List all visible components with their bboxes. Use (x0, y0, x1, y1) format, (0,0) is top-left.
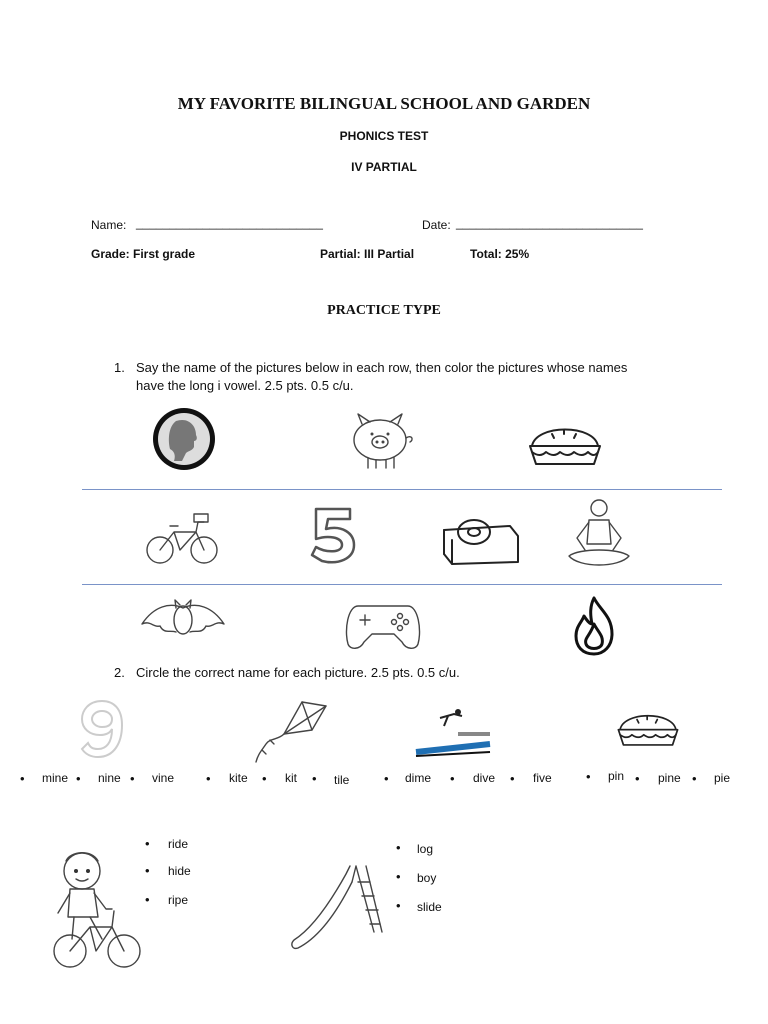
bat-picture (140, 598, 226, 644)
option-log[interactable]: log (417, 842, 434, 856)
question2-number: 2. (114, 665, 125, 680)
partial-title: IV PARTIAL (351, 160, 417, 174)
option-kit[interactable]: kit (285, 771, 297, 785)
total-label: Total: 25% (470, 247, 530, 261)
option-five[interactable]: five (533, 771, 552, 785)
bullet: • (692, 771, 697, 786)
pie-picture-2 (614, 706, 682, 750)
date-label: Date: (422, 218, 451, 232)
boy-bike-picture (32, 843, 152, 973)
dime-picture (152, 407, 216, 471)
question1-line2: have the long i vowel. 2.5 pts. 0.5 c/u. (136, 378, 354, 393)
fire-picture (572, 596, 616, 656)
controller-picture (344, 600, 422, 652)
options-row (0, 771, 768, 791)
option-pin[interactable]: pin (608, 769, 625, 783)
bullet: • (76, 771, 81, 786)
partial-label: Partial: III Partial (320, 247, 415, 261)
option-pie[interactable]: pie (714, 771, 731, 785)
option-boy[interactable]: boy (417, 871, 437, 885)
bullet: • (396, 898, 401, 913)
tape-picture (438, 510, 522, 568)
question1-line1: Say the name of the pictures below in each row, then color the pictures whose names (136, 360, 628, 375)
question1-text (136, 359, 696, 395)
date-blank[interactable]: ____________________________ (456, 216, 643, 230)
pig-picture (350, 410, 416, 470)
bullet: • (145, 863, 150, 878)
pie-picture (528, 418, 602, 470)
option-dime[interactable]: dime (405, 771, 432, 785)
five-picture (308, 505, 358, 565)
slide-picture (286, 862, 382, 952)
kite-picture (248, 698, 330, 764)
bullet: • (586, 769, 591, 784)
bullet: • (262, 771, 267, 786)
bullet: • (510, 771, 515, 786)
option-ripe[interactable]: ripe (168, 893, 189, 907)
bullet: • (450, 771, 455, 786)
bike-picture (144, 512, 220, 566)
row-divider-2 (82, 584, 722, 585)
option-ride[interactable]: ride (168, 837, 189, 851)
option-vine[interactable]: vine (152, 771, 175, 785)
bullet: • (145, 836, 150, 851)
section-title: PRACTICE TYPE (327, 303, 441, 318)
question1-number: 1. (114, 360, 125, 375)
bullet: • (145, 892, 150, 907)
name-blank[interactable]: ____________________________ (136, 216, 323, 230)
option-kite[interactable]: kite (229, 771, 248, 785)
name-label: Name: (91, 218, 127, 232)
bullet: • (384, 771, 389, 786)
bullet: • (312, 771, 317, 786)
bullet: • (396, 840, 401, 855)
option-dive[interactable]: dive (473, 771, 496, 785)
bullet: • (396, 869, 401, 884)
option-slide[interactable]: slide (417, 900, 442, 914)
option-tile[interactable]: tile (334, 773, 350, 787)
bullet: • (635, 771, 640, 786)
dive-picture (414, 706, 492, 760)
grade-label: Grade: First grade (91, 247, 196, 261)
question2-text: Circle the correct name for each picture. 2.5 pts. 0.5 c/u. (136, 665, 460, 680)
bullet: • (206, 771, 211, 786)
option-mine[interactable]: mine (42, 771, 69, 785)
bullet: • (130, 771, 135, 786)
row-divider-1 (82, 489, 722, 490)
option-nine[interactable]: nine (98, 771, 121, 785)
test-title: PHONICS TEST (339, 129, 429, 143)
meditation-picture (565, 498, 633, 574)
nine-picture (78, 697, 126, 759)
school-title: MY FAVORITE BILINGUAL SCHOOL AND GARDEN (177, 94, 591, 113)
option-pine[interactable]: pine (658, 771, 681, 785)
bullet: • (20, 771, 25, 786)
option-hide[interactable]: hide (168, 864, 191, 878)
